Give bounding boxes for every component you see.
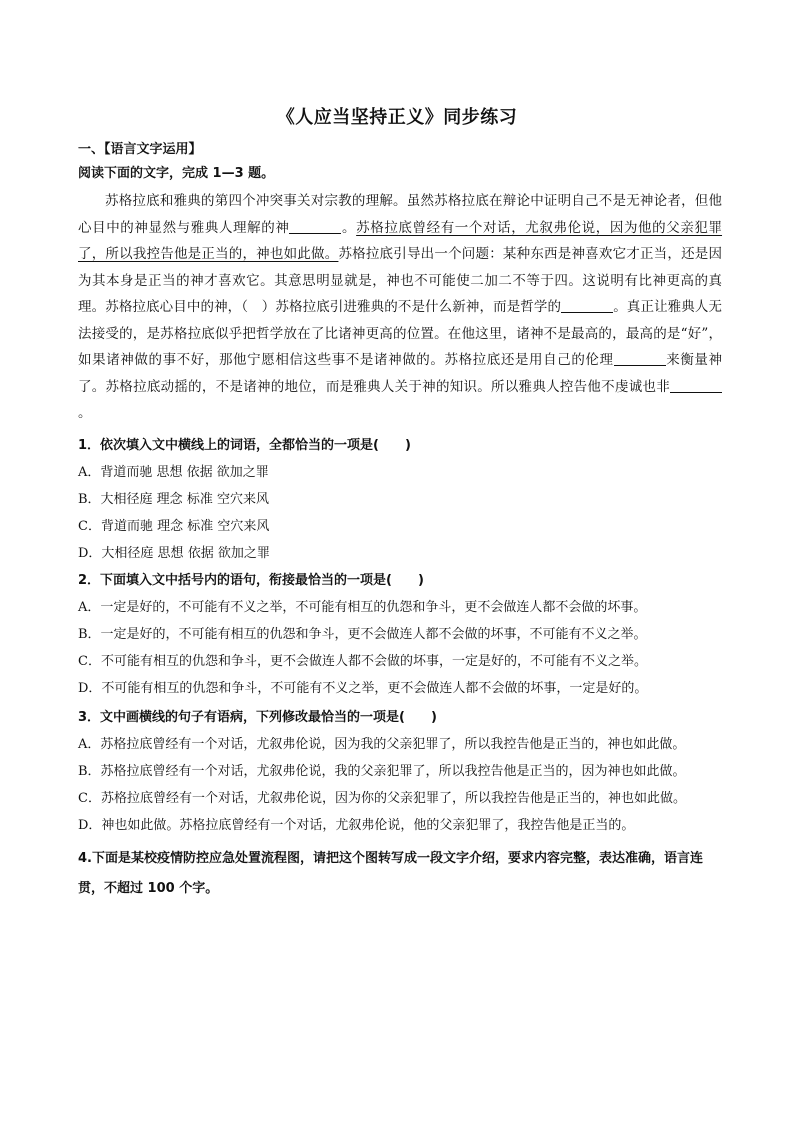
blank-2 (561, 296, 613, 313)
blank-4 (670, 376, 722, 393)
option-a: A．一定是好的，不可能有不义之举，不可能有相互的仇怨和争斗，更不会做连人都不会做的坏事。 (78, 600, 647, 615)
question-stem: 2．下面填入文中括号内的语句，衔接最恰当的一项是( ) (78, 573, 424, 588)
passage-text: 苏格拉底和雅典的第四个冲突事关对宗教的理解。虽然苏格拉底在辩论中证明自己不是无神论者，但他心目中的神显然与雅典人理解的神 (78, 193, 722, 236)
option-a: A．背道而驰 思想 依据 欲加之罪 (78, 465, 269, 480)
question-stem: 3．文中画横线的句子有语病，下列修改最恰当的一项是( ) (78, 710, 437, 725)
question-3 (78, 704, 728, 839)
option-c: C．苏格拉底曾经有一个对话，尤叙弗伦说，因为你的父亲犯罪了，所以我控告他是正当的，神也如此做。 (78, 791, 686, 806)
option-c: C．不可能有相互的仇怨和争斗，更不会做连人都不会做的坏事，一定是好的，不可能有不义之举。 (78, 654, 647, 669)
page-title: 《人应当坚持正义》同步练习 (276, 107, 518, 128)
passage-text: 来衡量神了。苏格拉底动摇的，不是诸神的地位，而是雅典人关于神的知识。所以雅典人控告他不虔诚也非 (78, 352, 723, 395)
reading-instruction: 阅读下面的文字，完成 1—3 题。 (78, 166, 275, 181)
underlined-sentence: 苏格拉底曾经有一个对话，尤叙弗伦说，因为他的父亲犯罪了，所以我控告他是正当的，神也如此做。 (78, 219, 723, 262)
option-b: B．大相径庭 理念 标准 空穴来风 (78, 492, 269, 507)
passage-text: 。真正让雅典人无法接受的，是苏格拉底似乎把哲学放在了比诸神更高的位置。在他这里，诸神不是最高的，最高的是“好”，如果诸神做的事不好，那他宁愿相信这些事不是诸神做的。苏格拉底还是用自己的伦理 (78, 299, 723, 368)
question-1 (78, 432, 728, 567)
option-d: D．不可能有相互的仇怨和争斗，不可能有不义之举，更不会做连人都不会做的坏事，一定是好的。 (78, 681, 648, 696)
question-2 (78, 567, 728, 702)
option-a: A．苏格拉底曾经有一个对话，尤叙弗伦说，因为我的父亲犯罪了，所以我控告他是正当的，神也如此做。 (78, 737, 686, 752)
option-d: D．大相径庭 思想 依据 欲加之罪 (78, 546, 270, 561)
blank-1 (289, 217, 341, 234)
option-d: D．神也如此做。苏格拉底曾经有一个对话，尤叙弗伦说，他的父亲犯罪了，我控告他是正当的。 (78, 818, 635, 833)
question-4: 4.下面是某校疫情防控应急处置流程图，请把这个图转写成一段文字介绍，要求内容完整，表达准确，语言连贯，不超过 100 个字。 (78, 851, 703, 896)
blank-3 (614, 349, 666, 366)
section-heading: 一、【语言文字运用】 (78, 142, 202, 157)
passage-text: 。 (341, 219, 357, 236)
option-c: C．背道而驰 理念 标准 空穴来风 (78, 519, 270, 534)
option-b: B．苏格拉底曾经有一个对话，尤叙弗伦说，我的父亲犯罪了，所以我控告他是正当的，因为神也如此做。 (78, 764, 686, 779)
passage-text: 苏格拉底引导出一个问题：某种东西是神喜欢它才正当，还是因为其本身是正当的神才喜欢它。其意思明显就是，神也不可能使二加二不等于四。这说明有比神更高的真理。苏格拉底心目中的神，（ ）苏格拉底引进雅典的不是什么新神，而是哲学的 (78, 246, 723, 315)
option-b: B．一定是好的，不可能有相互的仇怨和争斗，更不会做连人都不会做的坏事，不可能有不义之举。 (78, 627, 647, 642)
question-stem: 1．依次填入文中横线上的词语，全都恰当的一项是( ) (78, 438, 411, 453)
passage-text: 。 (78, 405, 92, 421)
reading-passage (78, 188, 722, 427)
